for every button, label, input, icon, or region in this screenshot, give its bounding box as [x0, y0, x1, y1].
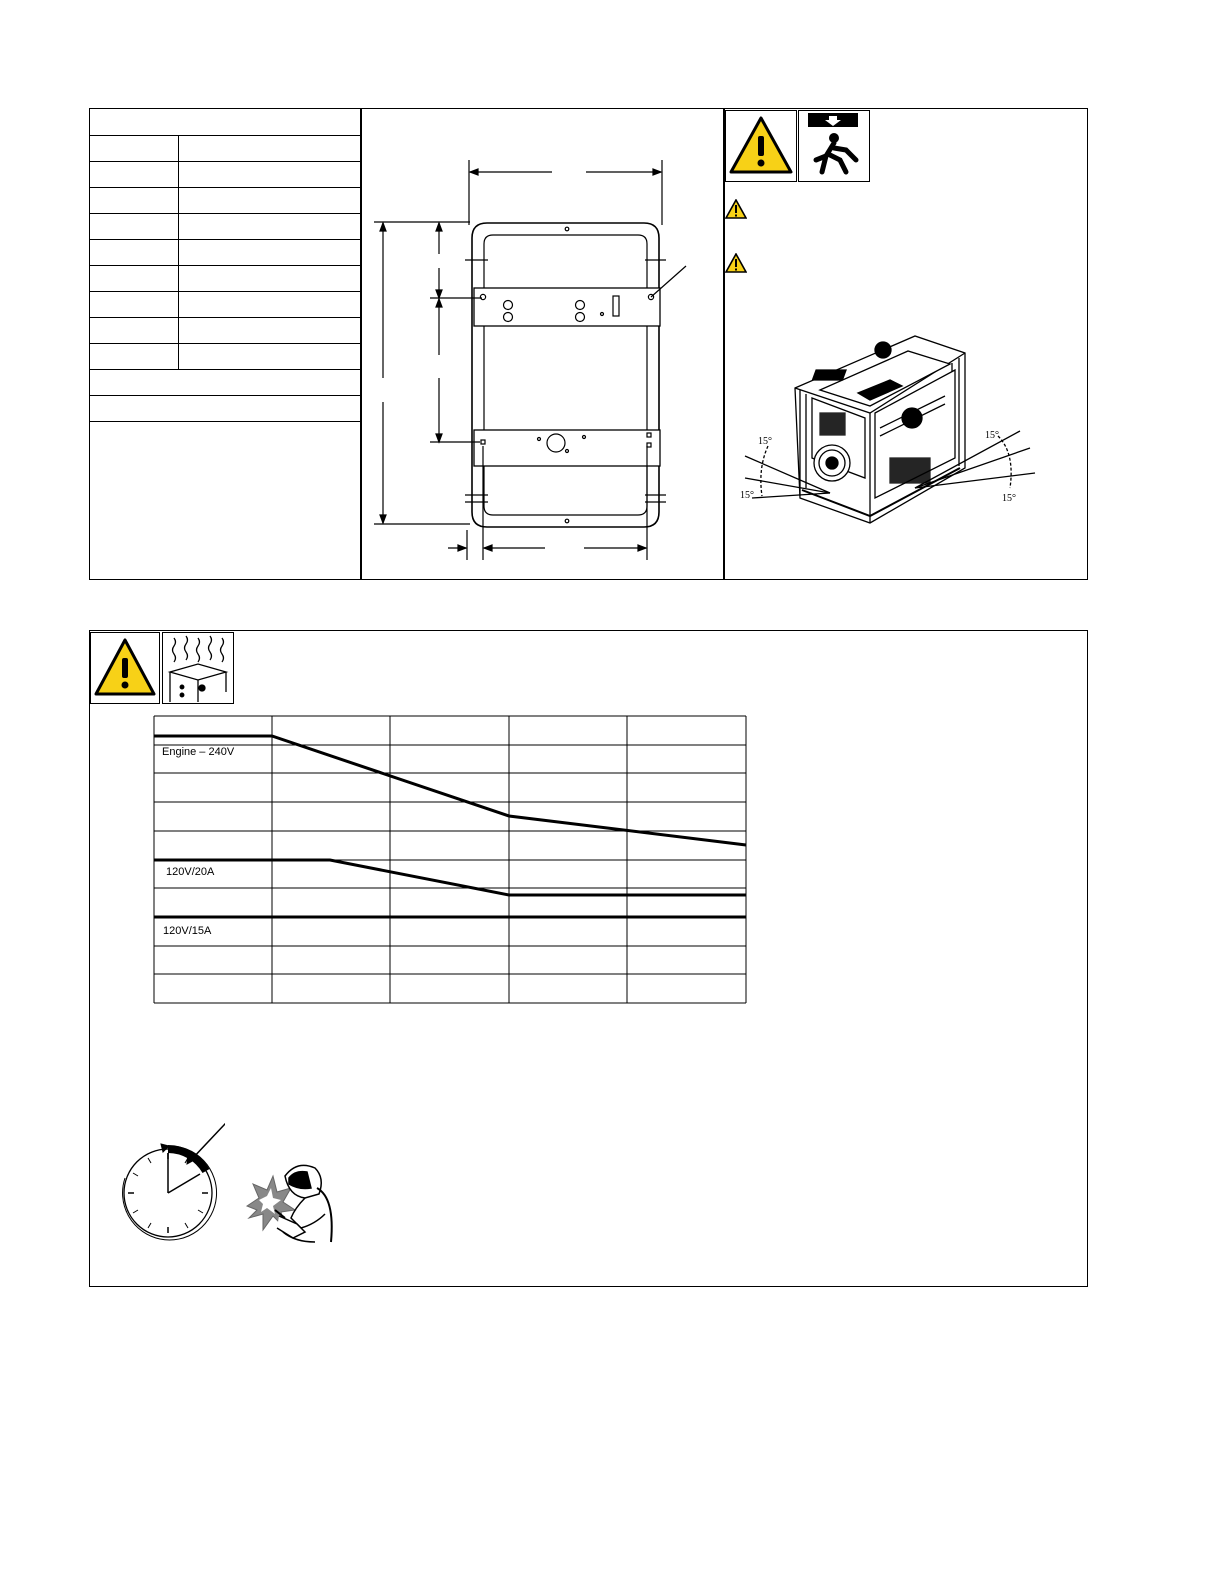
- table-row: [90, 317, 360, 343]
- table-row: [90, 161, 360, 187]
- 120v-20a-label: 120V/20A: [166, 866, 215, 878]
- table-row: [90, 369, 360, 395]
- spec-table-container: [90, 109, 360, 459]
- 120v-20a-curve: [154, 860, 746, 895]
- base-dimension-drawing: [362, 110, 722, 578]
- angle-label: 15°: [985, 430, 999, 441]
- warning-triangle-icon: [725, 253, 747, 273]
- angle-label: 15°: [740, 490, 754, 501]
- warning-triangle-icon: [725, 110, 797, 182]
- spec-table: [90, 109, 360, 422]
- table-row: [90, 343, 360, 369]
- table-row: [90, 213, 360, 239]
- duty-chart: [150, 712, 750, 1007]
- warning-triangle-icon: [90, 632, 160, 704]
- table-row: [90, 265, 360, 291]
- table-row: [90, 395, 360, 421]
- hot-parts-icon: [162, 632, 234, 704]
- table-row: [90, 135, 360, 161]
- table-row: [90, 187, 360, 213]
- table-row: [90, 239, 360, 265]
- warning-triangle-icon: [725, 199, 747, 219]
- spec-table-header-row: [90, 109, 360, 135]
- falling-equipment-icon: [798, 110, 870, 182]
- duty-cycle-clock-icon: [115, 1108, 225, 1246]
- table-row: [90, 291, 360, 317]
- angle-label: 15°: [1002, 493, 1016, 504]
- angle-label: 15°: [758, 436, 772, 447]
- engine-240v-label: Engine – 240V: [162, 746, 235, 758]
- 120v-15a-label: 120V/15A: [163, 925, 212, 937]
- welder-icon: [245, 1158, 337, 1244]
- generator-tilt-illustration: [740, 318, 1040, 528]
- engine-240v-curve: [154, 736, 746, 845]
